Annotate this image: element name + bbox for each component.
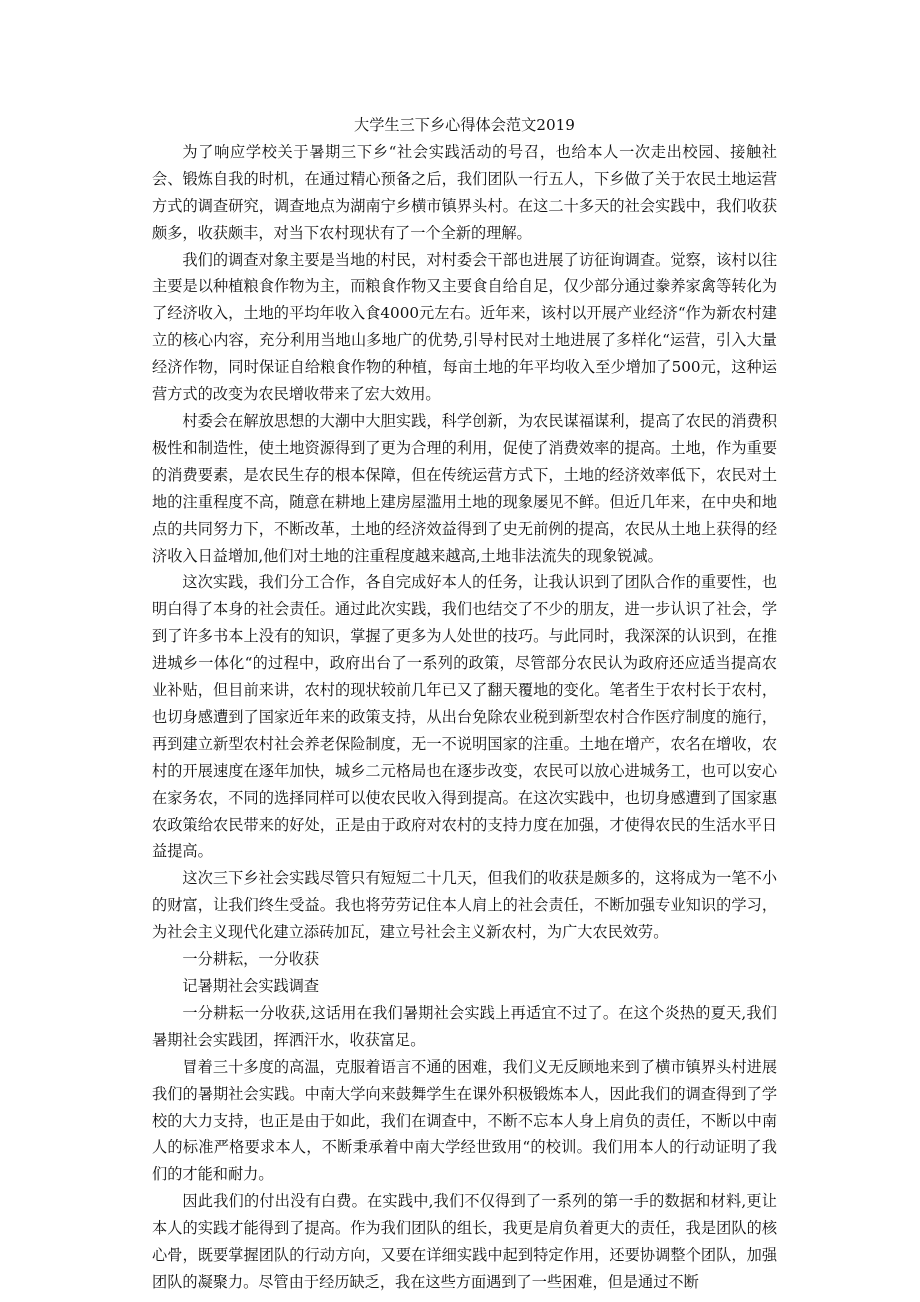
document-body [152, 112, 777, 1296]
paragraph: 这次实践，我们分工合作，各自完成好本人的任务，让我认识到了团队合作的重要性，也明白得了本身的社会责任。通过此次实践，我们也结交了不少的朋友，进一步认识了社会，学到了许多书本上没有的知识，掌握了更多为人处世的技巧。与此同时，我深深的认识到，在推进城乡一体化“的过程中，政府出台了一系列的政策，尽管部分农民认为政府还应适当提高农业补贴，但目前来讲，农村的现状较前几年已又了翻天覆地的变化。笔者生于农村长于农村，也切身感遭到了国家近年来的政策支持，从出台免除农业税到新型农村合作医疗制度的施行，再到建立新型农村社会养老保险制度，无一不说明国家的注重。土地在增产，农名在增收，农村的开展速度在逐年加快，城乡二元格局也在逐步改变，农民可以放心进城务工，也可以安心在家务农，不同的选择同样可以使农民收入得到提高。在这次实践中，也切身感遭到了国家惠农政策给农民带来的好处，正是由于政府对农村的支持力度在加强，才使得农民的生活水平日益提高。 [152, 573, 777, 861]
paragraph: 这次三下乡社会实践尽管只有短短二十几天，但我们的收获是颇多的，这将成为一笔不小的财富，让我们终生受益。我也将劳劳记住本人肩上的社会责任，不断加强专业知识的学习，为社会主义现代化建立添砖加瓦，建立号社会主义新农村，为广大农民效劳。 [152, 869, 777, 942]
section-heading: 一分耕耘，一分收获 [182, 950, 320, 969]
paragraph: 我们的调查对象主要是当地的村民，对村委会干部也进展了访征询调查。觉察，该村以往主要是以种植粮食作物为主，而粮食作物又主要食自给自足，仅少部分通过豢养家禽等转化为了经济收入，土地的平均年收入食4000元左右。近年来，该村以开展产业经济“作为新农村建立的核心内容，充分利用当地山多地广的优势,引导村民对土地进展了多样化“运营，引入大量经济作物，同时保证自给粮食作物的种植，每亩土地的年平均收入至少增加了500元，这种运营方式的改变为农民增收带来了宏大效用。 [152, 250, 777, 404]
paragraph: 一分耕耘一分收获,这话用在我们暑期社会实践上再适宜不过了。在这个炎热的夏天,我们暑期社会实践团，挥洒汗水，收获富足。 [152, 1003, 777, 1049]
section-subheading: 记暑期社会实践调查 [182, 977, 320, 995]
paragraph: 因此我们的付出没有白费。在实践中,我们不仅得到了一系列的第一手的数据和材料,更让本人的实践才能得到了提高。作为我们团队的组长，我更是肩负着更大的责任，我是团队的核心骨，既要掌握团队的行动方向，又要在详细实践中起到特定作用，还要协调整个团队，加强团队的凝聚力。尽管由于经历缺乏，我在这些方面遇到了一些困难，但是通过不断 [152, 1192, 777, 1291]
paragraph: 村委会在解放思想的大潮中大胆实践，科学创新，为农民谋福谋利，提高了农民的消费积极性和制造性，使土地资源得到了更为合理的利用，促使了消费效率的提高。土地，作为重要的消费要素，是农民生存的根本保障，但在传统运营方式下，土地的经济效率低下，农民对土地的注重程度不高，随意在耕地上建房屋滥用土地的现象屡见不鲜。但近几年来，在中央和地点的共同努力下，不断改革，土地的经济效益得到了史无前例的提高，农民从土地上获得的经济收入日益增加,他们对土地的注重程度越来越高,土地非法流失的现象锐减。 [152, 411, 777, 565]
paragraph: 冒着三十多度的高温，克服着语言不通的困难，我们义无反顾地来到了横市镇界头村进展我们的暑期社会实践。中南大学向来鼓舞学生在课外积极锻炼本人，因此我们的调查得到了学校的大力支持，也正是由于如此，我们在调查中，不断不忘本人身上肩负的责任，不断以中南人的标准严格要求本人，不断秉承着中南大学经世致用“的校训。我们用本人的行动证明了我们的才能和耐力。 [152, 1057, 777, 1184]
paragraph: 为了响应学校关于暑期三下乡“社会实践活动的号召，也给本人一次走出校园、接触社会、锻炼自我的时机，在通过精心预备之后，我们团队一行五人，下乡做了关于农民土地运营方式的调查研究，调查地点为湖南宁乡横市镇界头村。在这二十多天的社会实践中，我们收获颇多，收获颇丰，对当下农村现状有了一个全新的理解。 [152, 142, 777, 242]
document-title: 大学生三下乡心得体会范文2019 [354, 116, 575, 134]
